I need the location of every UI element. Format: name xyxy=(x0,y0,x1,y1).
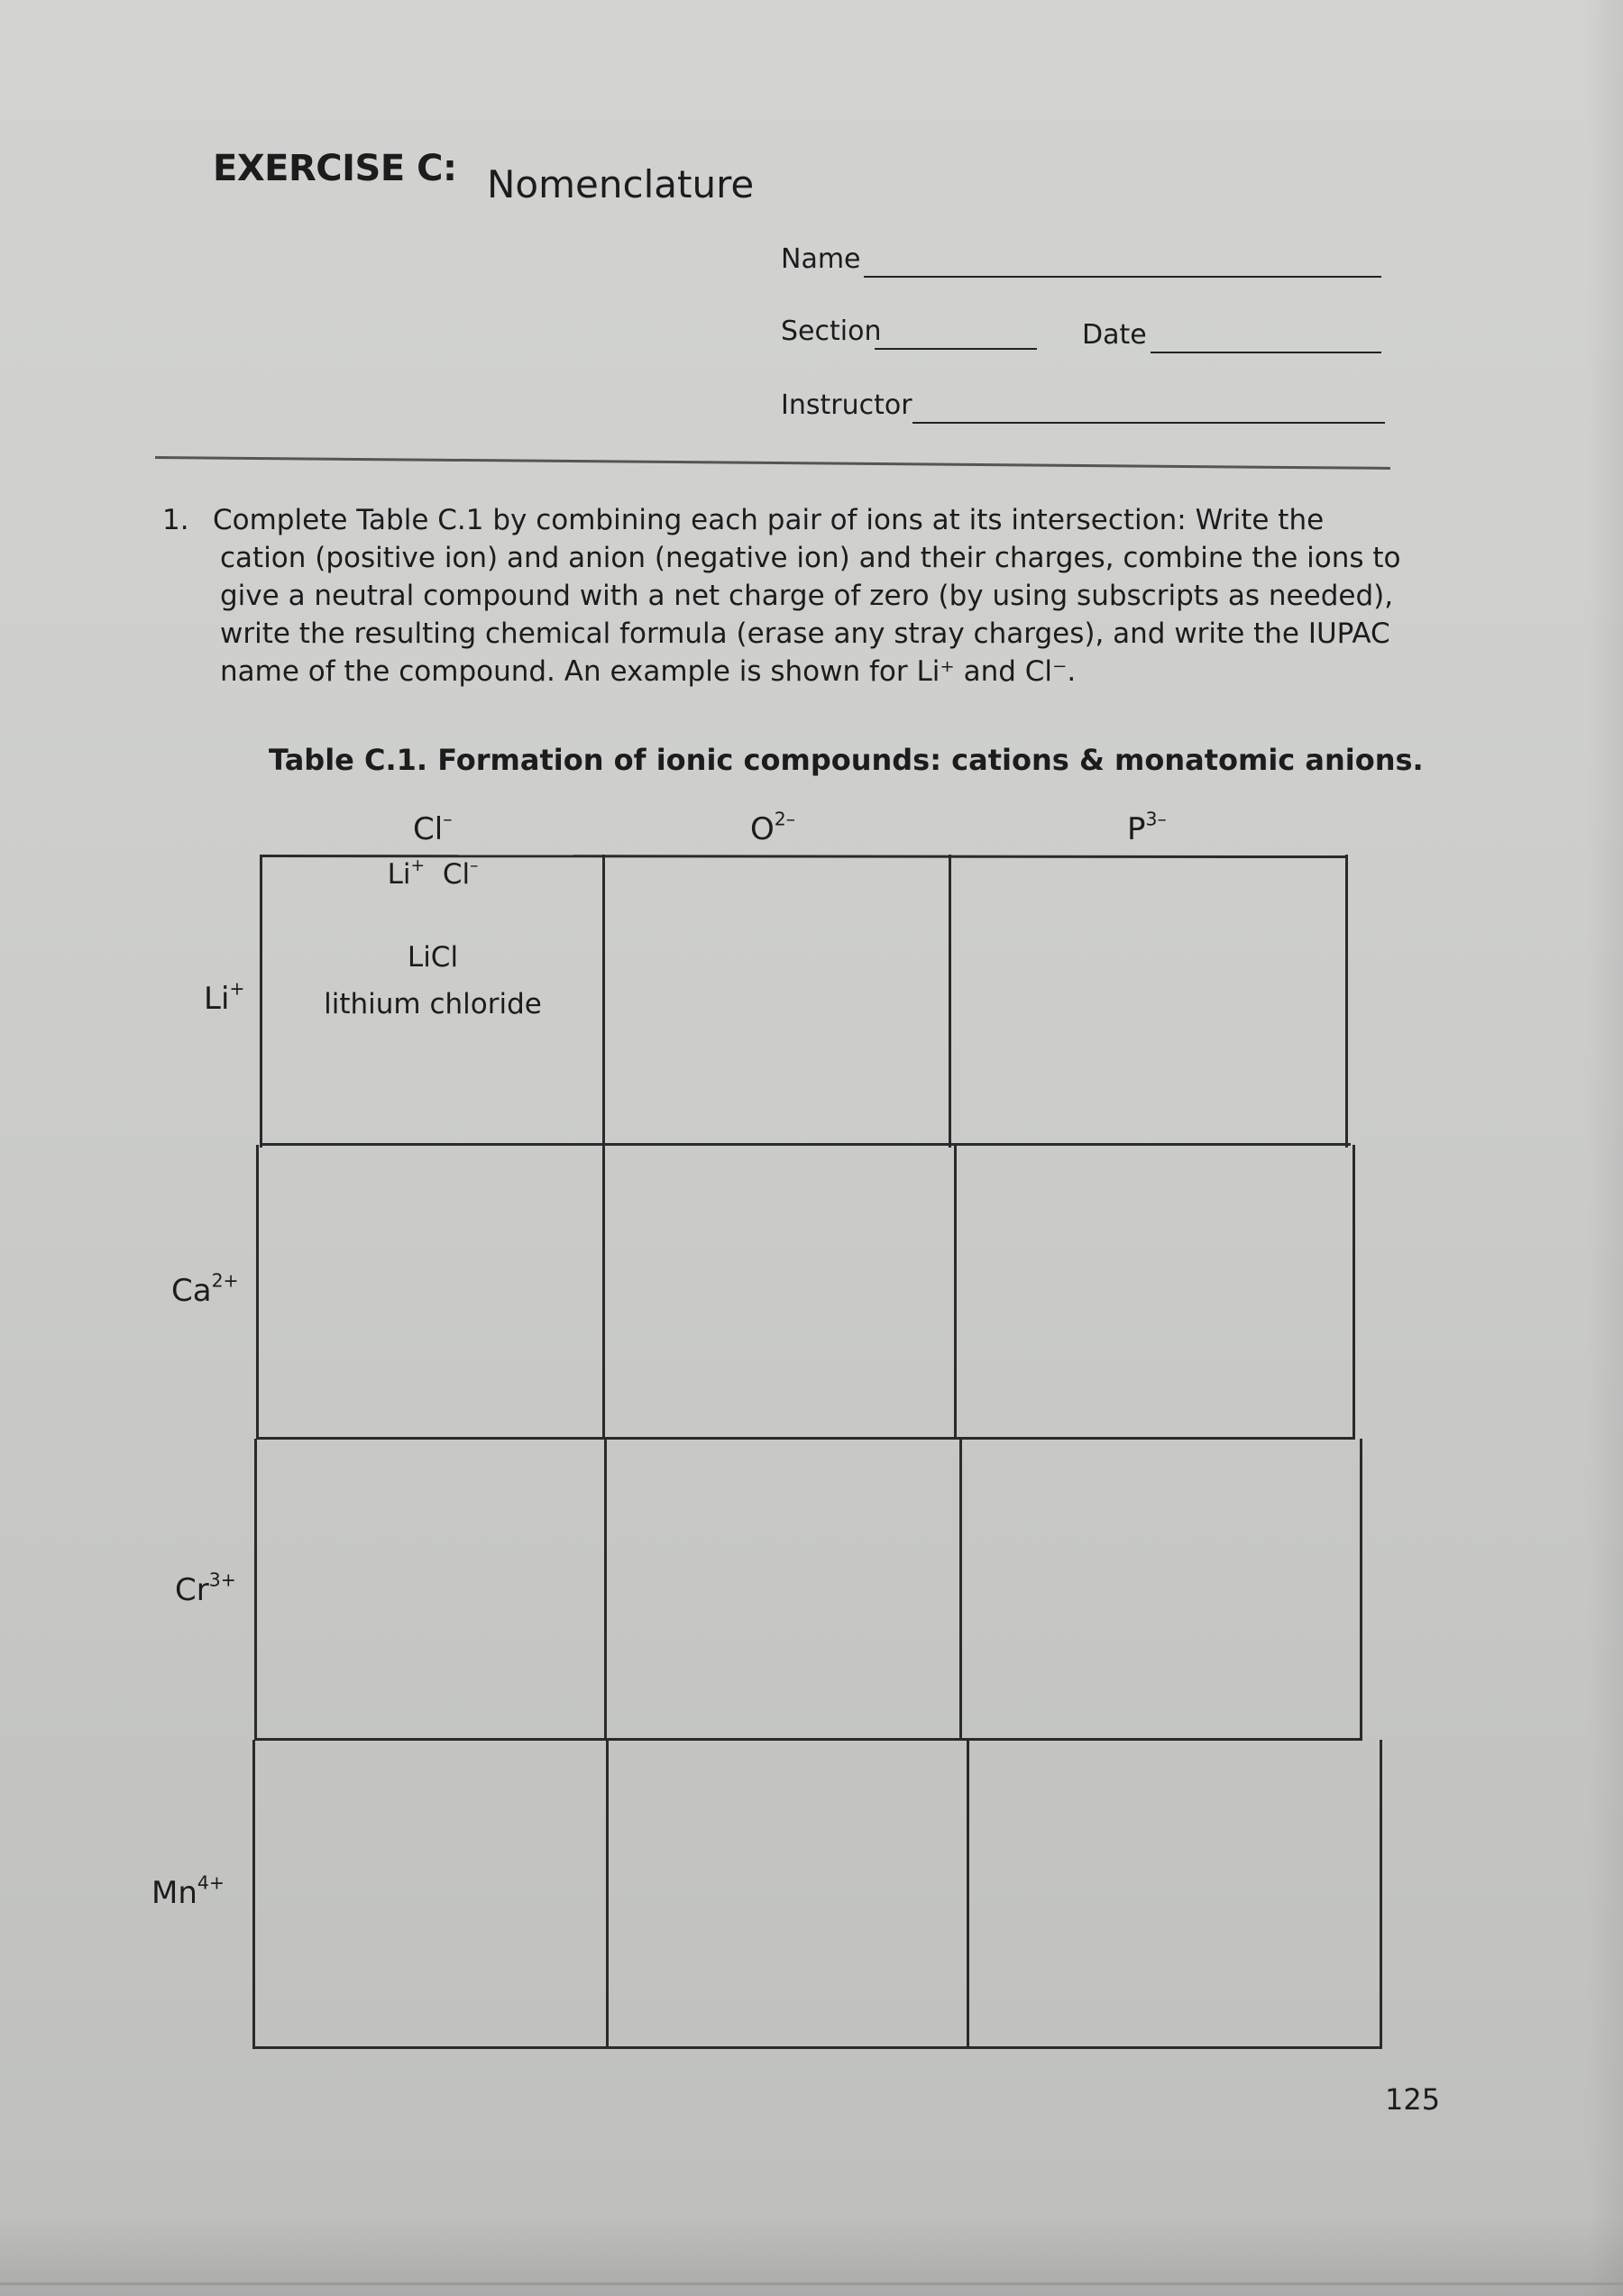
cation-header-lithium xyxy=(204,977,245,1017)
table-column-divider xyxy=(954,1145,957,1440)
page-shadow xyxy=(1587,0,1623,2296)
page-number: 125 xyxy=(1385,2082,1441,2117)
cation-charge: 2+ xyxy=(211,1269,239,1292)
name-label: Name xyxy=(781,243,861,275)
instruction-line: name of the compound. An example is shown for Li⁺ and Cl⁻. xyxy=(220,655,1077,688)
table-column-divider xyxy=(606,1740,609,2049)
instruction-line xyxy=(162,501,1398,539)
table-row-divider xyxy=(256,1437,1354,1440)
page-bottom-edge-line xyxy=(0,2282,1623,2285)
cation-charge: + xyxy=(229,977,245,1000)
table-column-divider xyxy=(949,855,951,1148)
cation-charge: 3+ xyxy=(208,1569,236,1591)
example-anion: Cl xyxy=(442,858,471,891)
example-cation-charge: + xyxy=(410,856,426,876)
table-row-divider xyxy=(260,1143,1351,1146)
answer-cell-ca-p[interactable] xyxy=(958,1148,1352,1437)
table-border-left xyxy=(260,855,262,1148)
answer-cell-cr-cl[interactable] xyxy=(258,1442,604,1738)
anion-charge: 3– xyxy=(1145,808,1167,830)
anion-header-phosphide xyxy=(1127,808,1167,847)
example-cation: Li xyxy=(387,858,411,891)
example-compound-name: lithium chloride xyxy=(324,988,542,1020)
answer-cell-ca-cl[interactable] xyxy=(260,1148,602,1437)
header-divider xyxy=(155,456,1390,470)
section-field[interactable] xyxy=(875,348,1037,350)
anion-charge: – xyxy=(443,808,453,830)
table-border-bottom xyxy=(252,2046,1381,2049)
table-border-left xyxy=(256,1145,259,1440)
table-row-divider xyxy=(254,1738,1360,1741)
cation-header-manganese xyxy=(151,1871,225,1911)
table-caption: Table C.1. Formation of ionic compounds: cations & monatomic anions. xyxy=(269,743,1424,777)
answer-cell-mn-o[interactable] xyxy=(610,1743,967,2046)
answer-cell-cr-o[interactable] xyxy=(608,1442,959,1738)
instructor-label: Instructor xyxy=(781,389,912,421)
table-column-divider xyxy=(604,1439,607,1741)
anion-symbol: Cl xyxy=(413,811,444,847)
anion-symbol: O xyxy=(750,811,775,847)
anion-charge: 2– xyxy=(774,808,795,830)
table-column-divider xyxy=(959,1439,962,1741)
answer-cell-mn-p[interactable] xyxy=(970,1743,1380,2046)
anion-header-oxide xyxy=(750,808,795,847)
exercise-label: EXERCISE C: xyxy=(213,148,457,189)
cation-symbol: Mn xyxy=(151,1875,197,1911)
instructions xyxy=(162,501,1401,691)
name-field[interactable] xyxy=(864,276,1381,278)
example-ions xyxy=(263,858,602,891)
section-label: Section xyxy=(781,316,882,347)
cation-symbol: Cr xyxy=(175,1572,209,1608)
instruction-line: give a neutral compound with a net charge of zero (by using subscripts as needed), xyxy=(220,580,1394,612)
cation-symbol: Ca xyxy=(171,1273,212,1309)
table-border-left xyxy=(254,1439,257,1741)
table-border-right xyxy=(1380,1740,1382,2049)
table-column-divider xyxy=(967,1740,969,2049)
table-border-right xyxy=(1360,1439,1362,1741)
cation-header-calcium xyxy=(171,1269,239,1309)
instruction-line: write the resulting chemical formula (erase any stray charges), and write the IUPAC xyxy=(220,617,1390,650)
answer-cell-mn-cl[interactable] xyxy=(256,1743,606,2046)
table-column-divider xyxy=(602,1145,605,1440)
answer-cell-li-p[interactable] xyxy=(952,858,1345,1143)
question-number: 1. xyxy=(162,504,189,536)
table-border-right xyxy=(1345,855,1348,1148)
example-formula: LiCl xyxy=(407,941,459,974)
answer-cell-li-o[interactable] xyxy=(606,858,949,1143)
date-label: Date xyxy=(1082,319,1147,351)
cation-symbol: Li xyxy=(204,981,230,1017)
table-border-right xyxy=(1352,1145,1355,1440)
anion-header-chloride xyxy=(413,808,453,847)
table-column-divider xyxy=(602,855,605,1148)
cation-header-chromium xyxy=(175,1569,236,1608)
cation-charge: 4+ xyxy=(197,1871,225,1894)
instructor-field[interactable] xyxy=(912,422,1385,424)
exercise-title: Nomenclature xyxy=(487,162,755,206)
instruction-line: cation (positive ion) and anion (negative ion) and their charges, combine the ions to xyxy=(220,542,1401,574)
example-anion-charge: – xyxy=(470,856,479,876)
date-field[interactable] xyxy=(1151,352,1381,353)
answer-cell-cr-p[interactable] xyxy=(963,1442,1360,1738)
answer-cell-ca-o[interactable] xyxy=(606,1148,954,1437)
table-border-left xyxy=(252,1740,255,2049)
instruction-text: Complete Table C.1 by combining each pair of ions at its intersection: Write the xyxy=(213,504,1325,536)
anion-symbol: P xyxy=(1127,811,1146,847)
